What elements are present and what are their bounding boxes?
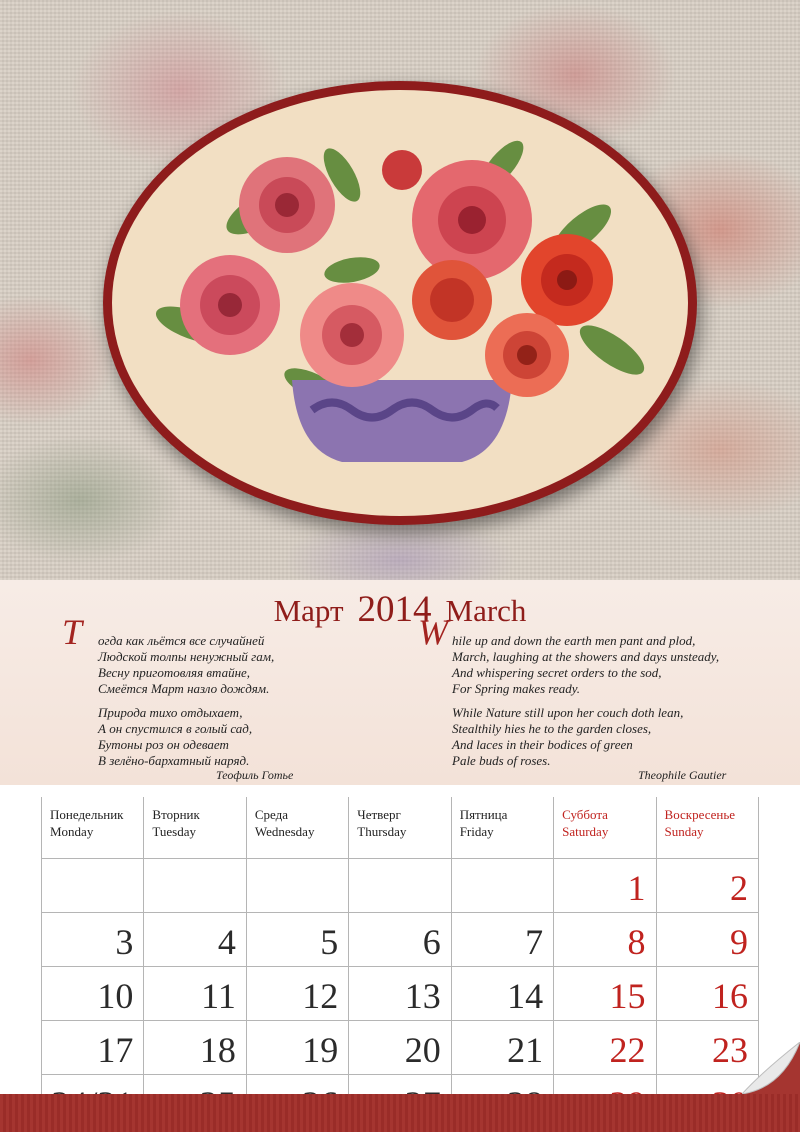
day-cell: 6 (349, 913, 451, 967)
day-cell-weekend: 2 (656, 859, 758, 913)
month-title-ru: Март (273, 593, 344, 628)
day-cell: 20 (349, 1021, 451, 1075)
day-cell: 13 (349, 967, 451, 1021)
poem-line: While Nature still upon her couch doth lean, (452, 705, 684, 720)
poem-line: And laces in their bodices of green (452, 737, 633, 752)
weekday-header: Четверг Thursday (349, 797, 451, 859)
poem-en-author: Theophile Gautier (638, 768, 727, 782)
poem-line: Природа тихо отдыхает, (98, 705, 243, 720)
day-cell: 12 (246, 967, 348, 1021)
poem-line: For Spring makes ready. (452, 681, 581, 696)
poem-ru-author: Теофиль Готье (216, 768, 294, 782)
day-cell: 3 (42, 913, 144, 967)
week-row (42, 967, 759, 1021)
day-cell-weekend: 16 (656, 967, 758, 1021)
poem-line: hile up and down the earth men pant and plod, (452, 633, 696, 648)
weekday-header-weekend: Суббота Saturday (554, 797, 656, 859)
poem-line: Людской толпы ненужный гам, (98, 649, 275, 664)
calendar-grid (41, 797, 759, 1128)
weekday-header: Пятница Friday (451, 797, 553, 859)
day-cell: 7 (451, 913, 553, 967)
poem-section (0, 580, 800, 785)
day-cell: 4 (144, 913, 246, 967)
rose-bouquet-image (112, 90, 688, 516)
day-cell (144, 859, 246, 913)
day-cell-weekend: 22 (554, 1021, 656, 1075)
day-cell-weekend: 15 (554, 967, 656, 1021)
day-cell-weekend: 8 (554, 913, 656, 967)
poem-line: В зелёно-бархатный наряд. (98, 753, 250, 768)
day-cell: 14 (451, 967, 553, 1021)
poem-line: Pale buds of roses. (452, 753, 551, 768)
page-curl-icon (742, 1042, 800, 1094)
poem-en-dropcap: W (418, 612, 448, 652)
day-cell (42, 859, 144, 913)
weekday-header-weekend: Воскресенье Sunday (656, 797, 758, 859)
poem-line: огда как льётся все случайней (98, 633, 265, 648)
week-row (42, 859, 759, 913)
day-cell (349, 859, 451, 913)
oval-frame (103, 81, 697, 525)
poem-line: Бутоны роз он одевает (98, 737, 229, 752)
poem-line: Весну приготовляя втайне, (98, 665, 251, 680)
poem-english (418, 612, 727, 782)
weekday-header: Среда Wednesday (246, 797, 348, 859)
day-cell: 5 (246, 913, 348, 967)
poem-line: And whispering secret orders to the sod, (452, 665, 662, 680)
day-cell: 11 (144, 967, 246, 1021)
day-cell-weekend: 1 (554, 859, 656, 913)
day-cell: 21 (451, 1021, 553, 1075)
day-cell (246, 859, 348, 913)
day-cell-weekend: 23 (656, 1021, 758, 1075)
poem-line: Смеётся Март назло дождям. (98, 681, 270, 696)
poem-line: Stealthily hies he to the garden closes, (452, 721, 652, 736)
poem-line: March, laughing at the showers and days unsteady, (452, 649, 720, 664)
day-cell: 19 (246, 1021, 348, 1075)
month-title-en: March (445, 593, 527, 628)
weekday-header-row (42, 797, 759, 859)
poem-ru-dropcap: Т (62, 612, 83, 652)
weekday-header: Понедельник Monday (42, 797, 144, 859)
month-title-year: 2014 (357, 589, 432, 630)
poem-russian (62, 612, 294, 782)
day-cell: 17 (42, 1021, 144, 1075)
day-cell-weekend: 9 (656, 913, 758, 967)
fabric-strip (0, 1094, 800, 1132)
day-cell: 18 (144, 1021, 246, 1075)
month-title (0, 588, 800, 631)
rose-bouquet-icon (112, 90, 688, 516)
week-row (42, 913, 759, 967)
day-cell (451, 859, 553, 913)
weekday-header: Вторник Tuesday (144, 797, 246, 859)
week-row (42, 1021, 759, 1075)
day-cell: 10 (42, 967, 144, 1021)
poem-line: А он спустился в голый сад, (98, 721, 253, 736)
